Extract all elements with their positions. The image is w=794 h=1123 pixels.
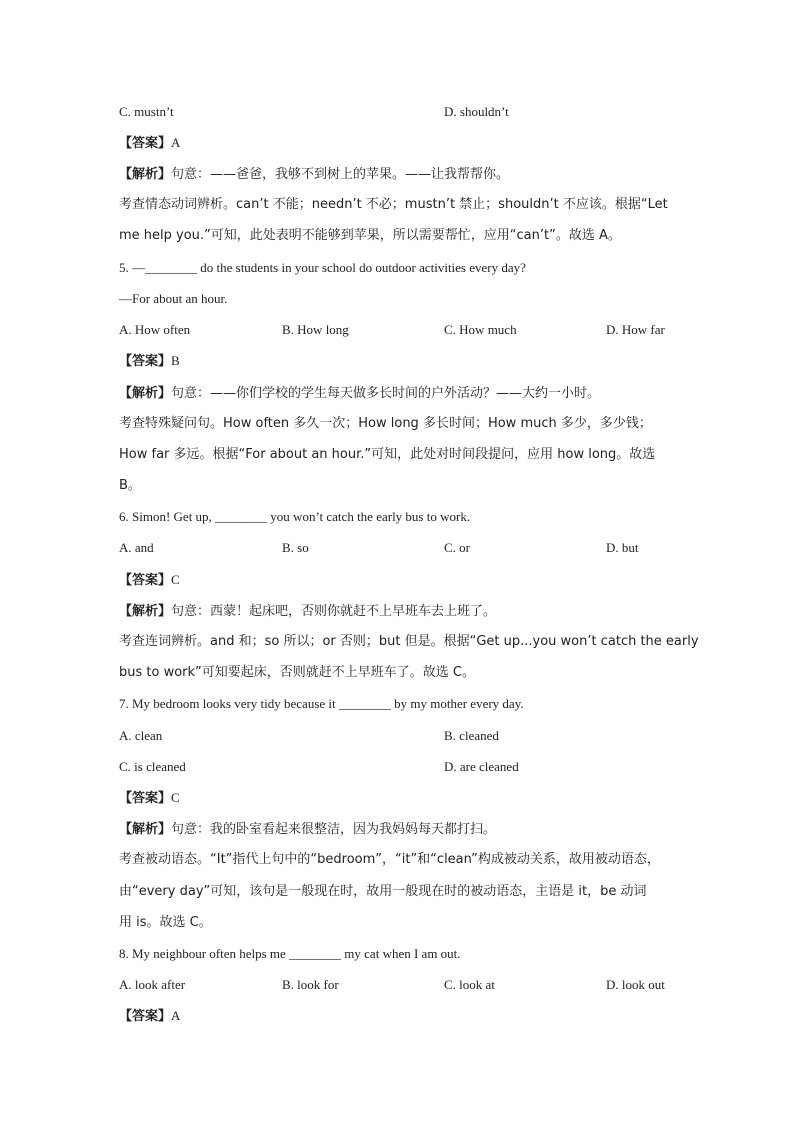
q7-stem: 7. My bedroom looks very tidy because it ________ by my mother every day.	[119, 696, 524, 711]
q7-analysis-line-4: 用 is。故选 C。	[119, 915, 212, 930]
q6-stem: 6. Simon! Get up, ________ you won’t catch the early bus to work.	[119, 509, 471, 524]
q5-option-a: A. How often	[119, 322, 191, 337]
q7-option-a: A. clean	[119, 728, 163, 743]
q6-answer	[119, 572, 679, 589]
q8-option-c: C. look at	[444, 977, 495, 992]
analysis-text: 句意：——你们学校的学生每天做多长时间的户外活动？——大约一小时。	[171, 386, 601, 401]
q5-option-b: B. How long	[282, 322, 349, 337]
q7-answer	[119, 790, 679, 807]
answer-tag: 【答案】	[119, 1009, 172, 1024]
q4-answer	[119, 135, 679, 152]
analysis-text: 句意：我的卧室看起来很整洁，因为我妈妈每天都打扫。	[171, 822, 497, 837]
q4-analysis-line-2: 考查情态动词辨析。can’t 不能；needn’t 不必；mustn’t 禁止；shouldn’t 不应该。根据“Let	[119, 197, 668, 212]
answer-value: A	[171, 135, 181, 150]
answer-value: A	[171, 1008, 181, 1023]
answer-value: B	[171, 353, 180, 368]
analysis-text: 句意：——爸爸，我够不到树上的苹果。——让我帮帮你。	[171, 167, 510, 182]
analysis-tag: 【解析】	[119, 167, 172, 182]
q6-option-c: C. or	[444, 540, 470, 555]
q7-analysis-line-2: 考查被动语态。“It”指代上句中的“bedroom”，“it”和“clean”构成被动关系，故用被动语态，	[119, 852, 660, 867]
q8-stem: 8. My neighbour often helps me ________ my cat when I am out.	[119, 946, 461, 961]
q5-analysis-line-4: B。	[119, 478, 141, 493]
q6-option-d: D. but	[606, 540, 639, 555]
q8-option-b: B. look for	[282, 977, 339, 992]
q4-option-c: C. mustn’t	[119, 104, 174, 119]
q8-answer	[119, 1008, 679, 1025]
q6-option-b: B. so	[282, 540, 309, 555]
analysis-tag: 【解析】	[119, 604, 172, 619]
q6-analysis-line-2: 考查连词辨析。and 和；so 所以；or 否则；but 但是。根据“Get up...you won’t catch the early	[119, 634, 699, 649]
answer-tag: 【答案】	[119, 573, 172, 588]
q7-option-d: D. are cleaned	[444, 759, 519, 774]
q6-analysis-line-1	[119, 603, 679, 620]
answer-value: C	[171, 790, 180, 805]
q5-option-d: D. How far	[606, 322, 665, 337]
q6-analysis-line-3: bus to work”可知要起床，否则就赶不上早班车了。故选 C。	[119, 665, 475, 680]
q5-answer	[119, 353, 679, 370]
answer-value: C	[171, 572, 180, 587]
answer-tag: 【答案】	[119, 791, 172, 806]
analysis-text: 句意：西蒙！起床吧，否则你就赶不上早班车去上班了。	[171, 604, 497, 619]
analysis-tag: 【解析】	[119, 386, 172, 401]
q8-option-d: D. look out	[606, 977, 665, 992]
q7-analysis-line-3: 由“every day”可知，该句是一般现在时，故用一般现在时的被动语态，主语是 it，be 动词	[119, 884, 647, 899]
q6-option-a: A. and	[119, 540, 154, 555]
q5-reply: —For about an hour.	[119, 291, 228, 306]
answer-tag: 【答案】	[119, 136, 172, 151]
q5-stem: 5. —________ do the students in your school do outdoor activities every day?	[119, 260, 526, 275]
q7-option-c: C. is cleaned	[119, 759, 186, 774]
q4-analysis-line-1	[119, 166, 679, 183]
q5-analysis-line-3: How far 多远。根据“For about an hour.”可知，此处对时间段提问，应用 how long。故选	[119, 447, 656, 462]
analysis-tag: 【解析】	[119, 822, 172, 837]
q4-analysis-line-3: me help you.”可知，此处表明不能够到苹果，所以需要帮忙，应用“can’t”。故选 A。	[119, 228, 621, 243]
q8-option-a: A. look after	[119, 977, 186, 992]
q7-option-b: B. cleaned	[444, 728, 499, 743]
q4-option-d: D. shouldn’t	[444, 104, 509, 119]
q5-analysis-line-1	[119, 385, 679, 402]
q5-analysis-line-2: 考查特殊疑问句。How often 多久一次；How long 多长时间；How much 多少，多少钱；	[119, 416, 652, 431]
q5-option-c: C. How much	[444, 322, 517, 337]
answer-tag: 【答案】	[119, 354, 172, 369]
q7-analysis-line-1	[119, 821, 679, 838]
